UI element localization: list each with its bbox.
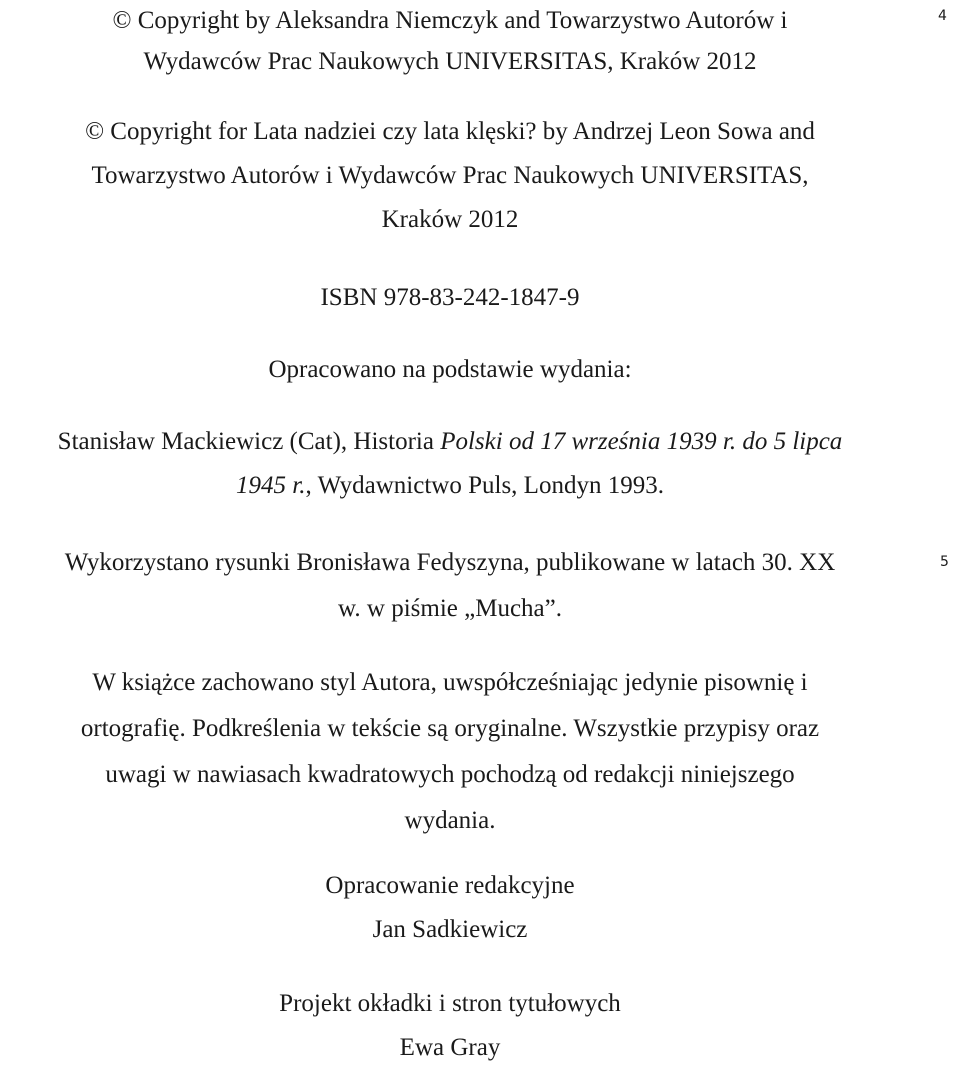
editorial-credit bbox=[0, 864, 960, 952]
isbn-text: ISBN 978-83-242-1847-9 bbox=[320, 284, 580, 311]
source-title-part2: 1945 r. bbox=[236, 472, 306, 499]
edition-note-line1: W książce zachowano styl Autora, uwspółcześniając jedynie pisownię i bbox=[92, 669, 808, 696]
copyright-book-line1: © Copyright for Lata nadziei czy lata klęski? by Andrzej Leon Sowa and bbox=[85, 118, 815, 145]
drawings-credit-line2: w. w piśmie „Mucha”. bbox=[337, 595, 562, 622]
page-number-top: 4 bbox=[938, 8, 947, 24]
edition-note-line2: ortografię. Podkreślenia w tekście są oryginalne. Wszystkie przypisy oraz bbox=[80, 715, 820, 742]
edition-note-line4: wydania. bbox=[404, 807, 496, 834]
copyright-book-line2: Towarzystwo Autorów i Wydawców Prac Naukowych UNIVERSITAS, bbox=[91, 162, 809, 189]
source-label bbox=[0, 350, 960, 390]
copyright-authors-line1: © Copyright by Aleksandra Niemczyk and Towarzystwo Autorów i bbox=[112, 7, 788, 34]
source-edition-line1 bbox=[0, 420, 960, 464]
isbn bbox=[0, 278, 960, 318]
source-publisher: , Wydawnictwo Puls, Londyn 1993. bbox=[305, 472, 664, 499]
copyright-authors-line2: Wydawców Prac Naukowych UNIVERSITAS, Kraków 2012 bbox=[143, 48, 757, 75]
edition-note bbox=[0, 660, 960, 844]
drawings-credit-line1: Wykorzystano rysunki Bronisława Fedyszyna, publikowane w latach 30. XX bbox=[64, 549, 836, 576]
cover-credit bbox=[0, 982, 960, 1070]
cover-name: Ewa Gray bbox=[399, 1034, 501, 1061]
page-number-side: 5 bbox=[940, 554, 949, 570]
cover-label: Projekt okładki i stron tytułowych bbox=[279, 990, 621, 1017]
source-title-part1: Polski od 17 września 1939 r. do 5 lipca bbox=[440, 428, 843, 455]
source-edition-line2 bbox=[0, 464, 960, 508]
copyright-book bbox=[0, 110, 960, 242]
drawings-credit bbox=[0, 540, 960, 632]
source-edition bbox=[0, 420, 960, 508]
editorial-name: Jan Sadkiewicz bbox=[372, 916, 528, 943]
source-label-text: Opracowano na podstawie wydania: bbox=[268, 356, 632, 383]
source-author: Stanisław Mackiewicz (Cat), Historia bbox=[57, 428, 441, 455]
editorial-label: Opracowanie redakcyjne bbox=[325, 872, 575, 899]
copyright-authors bbox=[0, 0, 960, 82]
edition-note-line3: uwagi w nawiasach kwadratowych pochodzą od redakcji niniejszego bbox=[105, 761, 795, 788]
copyright-book-line3: Kraków 2012 bbox=[381, 206, 519, 233]
